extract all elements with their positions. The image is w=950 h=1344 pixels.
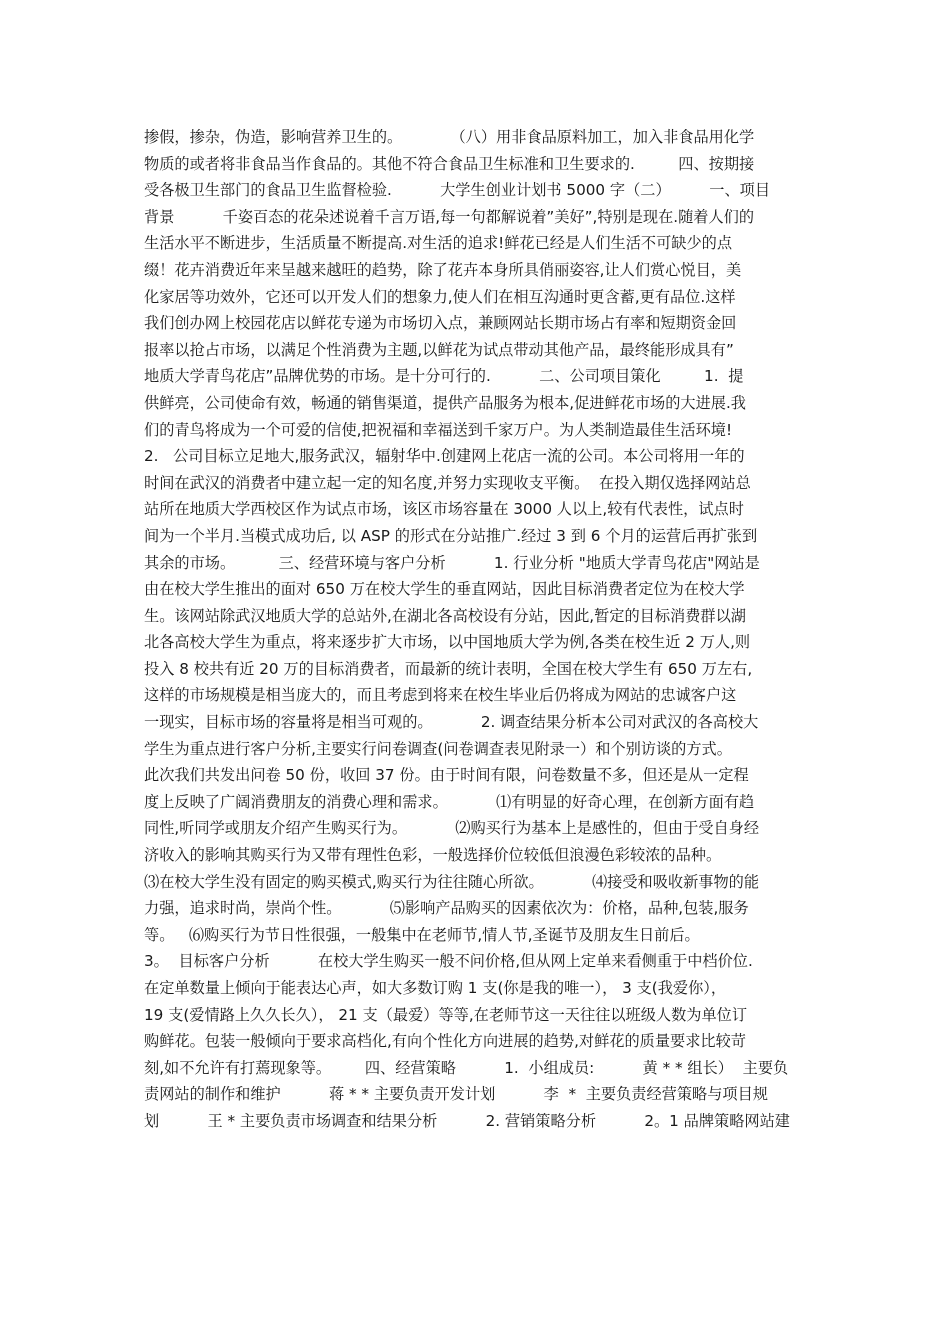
text-line: 生活水平不断进步，生活质量不断提高.对生活的追求!鲜花已经是人们生活不可缺少的点 <box>144 234 733 253</box>
text-line: 地质大学青鸟花店”品牌优势的市场。是十分可行的. 二、公司项目策化 1. 提 <box>144 367 744 386</box>
text-line: 物质的或者将非食品当作食品的。其他不符合食品卫生标准和卫生要求的. 四、按期接 <box>144 154 755 173</box>
text-line: 力强，追求时尚，崇尚个性。 ⑸影响产品购买的因素依次为：价格，品种,包装,服务 <box>144 899 749 918</box>
text-line: 们的青鸟将成为一个可爱的信使,把祝福和幸福送到千家万户。为人类制造最佳生活环境! <box>144 420 733 439</box>
text-line: 报率以抢占市场，以满足个性消费为主题,以鲜花为试点带动其他产品，最终能形成具有” <box>144 340 734 359</box>
text-line: 3。 目标客户分析 在校大学生购买一般不问价格,但从网上定单来看侧重于中档价位. <box>144 952 753 971</box>
text-line: 我们创办网上校园花店以鲜花专递为市场切入点，兼顾网站长期市场占有率和短期资金回 <box>144 314 737 333</box>
text-line: 这样的市场规模是相当庞大的，而且考虑到将来在校生毕业后仍将成为网站的忠诚客户这 <box>144 686 737 705</box>
text-line: 投入 8 校共有近 20 万的目标消费者，而最新的统计表明，全国在校大学生有 650 万左右, <box>144 659 753 678</box>
text-line: 供鲜亮，公司使命有效，畅通的销售渠道，提供产品服务为根本,促进鲜花市场的大进展.我 <box>144 393 746 412</box>
text-line: 由在校大学生推出的面对 650 万在校大学生的垂直网站，因此目标消费者定位为在校大学 <box>144 580 745 599</box>
text-line: 生。该网站除武汉地质大学的总站外,在湖北各高校设有分站，因此,暂定的目标消费群以湖 <box>144 606 746 625</box>
text-line: 化家居等功效外，它还可以开发人们的想象力,使人们在相互沟通时更含蓄,更有品位.这样 <box>144 287 736 306</box>
text-line: 缀！花卉消费近年来呈越来越旺的趋势，除了花卉本身所具俏丽姿容,让人们赏心悦目，美 <box>144 260 742 279</box>
text-line: 时间在武汉的消费者中建立起一定的知名度,并努力实现收支平衡。 在投入期仅选择网站总 <box>144 473 751 492</box>
text-line: 学生为重点进行客户分析,主要实行问卷调查(问卷调查表见附录一）和个别访谈的方式。 <box>144 739 732 758</box>
text-line: 度上反映了广阔消费朋友的消费心理和需求。 ⑴有明显的好奇心理，在创新方面有趋 <box>144 792 755 811</box>
text-line: 同性,听同学或朋友介绍产生购买行为。 ⑵购买行为基本上是感性的，但由于受自身经 <box>144 819 760 838</box>
text-line: 背景 千姿百态的花朵述说着千言万语,每一句都解说着”美好”,特别是现在.随着人们的 <box>144 207 755 226</box>
text-line: 站所在地质大学西校区作为试点市场，该区市场容量在 3000 人以上,较有代表性，试点时 <box>144 500 744 519</box>
text-line: 19 支(爱情路上久久长久）， 21 支（最爱）等等,在老师节这一天往往以班级人数为单位订 <box>144 1005 748 1024</box>
text-line: 责网站的制作和维护 蒋 * * 主要负责开发计划 李 * 主要负责经营策略与项目规 <box>144 1085 768 1104</box>
text-line: 此次我们共发出问卷 50 份，收回 37 份。由于时间有限，问卷数量不多，但还是从一定程 <box>144 766 749 785</box>
text-line: 济收入的影响其购买行为又带有理性色彩，一般选择价位较低但浪漫色彩较浓的品种。 <box>144 846 722 865</box>
text-line: 购鲜花。包装一般倾向于要求高档化,有向个性化方向进展的趋势,对鲜花的质量要求比较苛 <box>144 1032 746 1051</box>
text-line: ⑶在校大学生没有固定的购买模式,购买行为往往随心所欲。 ⑷接受和吸收新事物的能 <box>144 872 760 891</box>
text-line: 在定单数量上倾向于能表达心声，如大多数订购 1 支(你是我的唯一）， 3 支(我爱你）， <box>144 979 727 997</box>
text-line: 一现实，目标市场的容量将是相当可观的。 2. 调查结果分析本公司对武汉的各高校大 <box>144 713 759 732</box>
body-text <box>144 124 814 1135</box>
text-line: 北各高校大学生为重点，将来逐步扩大市场，以中国地质大学为例,各类在校生近 2 万人,则 <box>144 633 751 652</box>
text-line: 掺假，掺杂，伪造，影响营养卫生的。 （八）用非食品原料加工，加入非食品用化学 <box>144 128 755 146</box>
text-line: 刻,如不允许有打蔫现象等。 四、经营策略 1. 小组成员: 黄 * * 组长） 主要负 <box>144 1058 789 1077</box>
text-line: 其余的市场。 三、经营环境与客户分析 1. 行业分析 "地质大学青鸟花店"网站是 <box>144 553 760 572</box>
text-line: 划 王 * 主要负责市场调查和结果分析 2. 营销策略分析 2。1 品牌策略网站建 <box>144 1111 790 1130</box>
text-line: 间为一个半月.当模式成功后, 以 ASP 的形式在分站推广.经过 3 到 6 个月的运营后再扩张到 <box>144 526 758 545</box>
text-line: 受各极卫生部门的食品卫生监督检验. 大学生创业计划书 5000 字（二） 一、项目 <box>144 181 771 200</box>
text-line: 2. 公司目标立足地大,服务武汉，辐射华中.创建网上花店一流的公司。本公司将用一年的 <box>144 447 745 466</box>
text-line: 等。 ⑹购买行为节日性很强，一般集中在老师节,情人节,圣诞节及朋友生日前后。 <box>144 925 700 944</box>
